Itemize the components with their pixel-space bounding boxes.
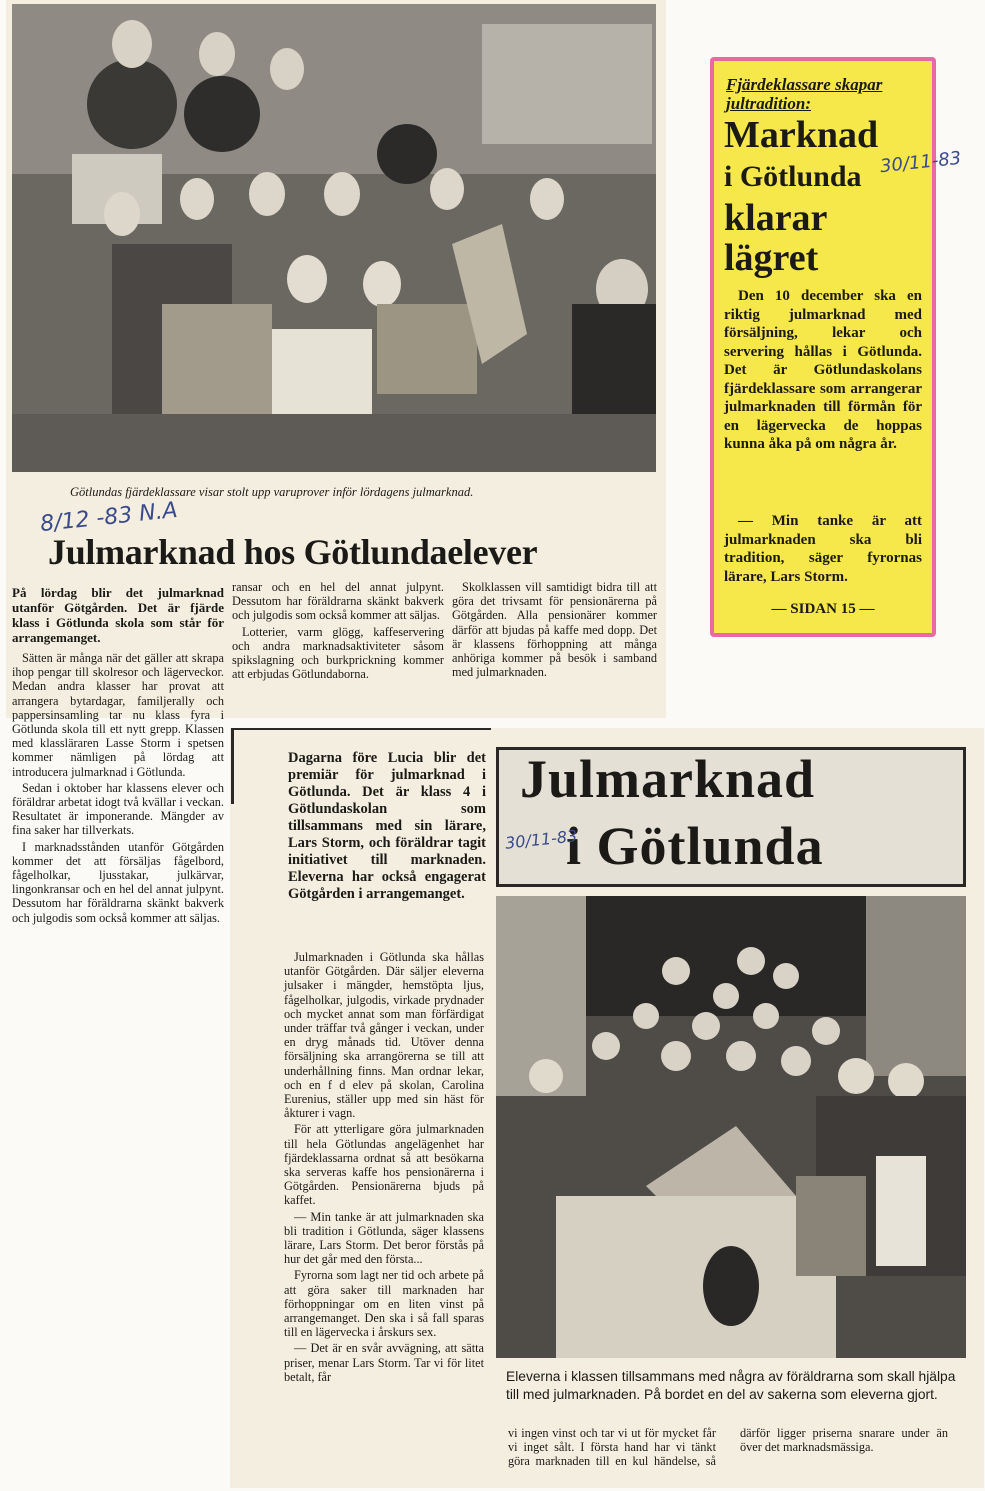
article-3-lead: Dagarna före Lucia blir det premiär för julmarknad i Götlunda. Det är klass 4 i Götlundaskolan som tillsammans med sin lärare, Lars Storm, och föräldrar tagit initiativet till marknaden. Eleverna har också engagerat Götgården i arrangemanget.: [288, 750, 486, 902]
article-1-paragraph: I marknadsstånden utanför Götgården kommer det att försäljas fågelbord, fågelholkar, ljusstakar, julkärvar, lingonkransar och en hel del annat julpynt. Dessutom har föräldrarna skänkt bakverk och julgodis som också kommer att säljas.: [12, 839, 224, 925]
class-photo-image: [12, 4, 656, 472]
article-2-headline-3: klarar: [724, 197, 828, 239]
article-1-photo: [12, 4, 656, 472]
article-1-column-2: [232, 580, 444, 683]
article-2-headline-1: Marknad: [724, 114, 879, 156]
article-3-headline-2: i Götlunda: [566, 816, 824, 876]
article-1-headline: Julmarknad hos Götlundaelever: [48, 532, 538, 572]
article-3-paragraph: För att ytterligare göra julmarknaden till hela Götlundas angelägenhet har fjärdeklassarna ordnat så att besökarna ska serveras kaffe hos pensionärerna i Götgården. Pensionärerna bjuds på kaffet.: [284, 1122, 484, 1208]
class-with-parents-photo-image: [496, 896, 966, 1358]
article-1-paragraph: Sätten är många när det gäller att skrapa ihop pengar till skolresor och lägerveckor. Medan andra klasser har provat att arrangera bytardagar, familjerally och pappersinsamling tar nu klass fyra i Götlunda skola till ett nytt grepp. Klassen med klassläraren Lasse Storm i spetsen kommer nämligen på lördag att introducera julmarknad i Götlunda.: [12, 651, 224, 779]
article-2-body: Den 10 december ska en riktig julmarknad med försäljning, lekar och servering hållas i Götlunda. Det är Götlundaskolans fjärdeklassare som arrangerar julmarknaden till förmån för en lägervecka de hoppas kunna åka på om några år.: [724, 288, 922, 452]
article-1-paragraph: Skolklassen vill samtidigt bidra till att göra det trivsamt för pensionärerna på Götgården. Alla pensionärer kommer därför att bjudas på kaffe med dopp. Det är klassens förhoppning att många anhöriga kommer på besök i samband med julmarknaden.: [452, 580, 657, 680]
article-2-handwritten-date: 30/11-83: [879, 147, 963, 178]
article-1-column-3: [452, 580, 657, 681]
article-3-paragraph: Julmarknaden i Götlunda ska hållas utanför Götgården. Där säljer eleverna julsaker i mängder, hemstöpta ljus, fågelholkar, julgodis, virkade prydnader och mycket annat som man förfärdigat under träffar två gånger i veckan, under en dryg månads tid. Utöver denna försäljning ska arrangörerna se till att underhållning finns. Man ordnar lekar, och en f d elev på skolan, Carolina Eurenius, ställer upp med sin häst för åkturer i vagn.: [284, 950, 484, 1121]
article-3-headline-1: Julmarknad: [520, 749, 816, 809]
article-3-photo: [496, 896, 966, 1358]
article-3-separator: [231, 728, 491, 730]
article-3-column-1: [284, 950, 484, 1386]
article-1-handwritten-date: 8/12 -83 N.A: [39, 497, 179, 538]
article-3-column-2: vi ingen vinst och tar vi ut för mycket får vi inget sålt. I första hand har vi tänkt göra marknaden till en kul händelse, så därför ligger priserna snarare under än över det marknadsmässiga.: [508, 1426, 948, 1469]
article-3-paragraph: — Det är en svår avvägning, att sätta priser, menar Lars Storm. Tar vi för litet betalt, får: [284, 1341, 484, 1384]
article-1-paragraph: Sedan i oktober har klassens elever och föräldrar arbetat idogt två kvällar i veckan. Resultatet är imponerande. Mängder av fina saker har tillverkats.: [12, 780, 224, 838]
article-3-paragraph: Fyrorna som lagt ner tid och arbete på att göra saker till marknaden har förhoppningar om en liten vinst på arrangemanget. Den ska i så fall sparas till en lägervecka i årskurs sex.: [284, 1268, 484, 1340]
article-2-page-reference: — SIDAN 15 —: [771, 601, 875, 617]
article-1-paragraph: Lotterier, varm glögg, kaffeservering och andra marknadsaktiviteter såsom spikslagning och burkprickning kommer att erbjudas Götlundaborna.: [232, 624, 444, 682]
article-1-paragraph: ransar och en hel del annat julpynt. Dessutom har föräldrarna skänkt bakverk och julgodis som också kommer att säljas.: [232, 580, 444, 623]
article-3-paragraph: — Min tanke är att julmarknaden ska bli tradition i Götlunda, säger klassens lärare, Lars Storm. Det beror förstås på hur det går med den första...: [284, 1209, 484, 1267]
article-3-handwritten-date: 30/11-83: [504, 826, 579, 853]
article-3-separator: [231, 728, 234, 804]
article-2-headline-2: i Götlunda: [724, 160, 862, 193]
article-1-lead: På lördag blir det julmarknad utanför Götgården. Det är fjärde klass i Götlunda skola som står för arrangemanget.: [12, 585, 224, 645]
article-2-kicker: Fjärdeklassare skapar jultradition:: [726, 75, 883, 113]
article-1-column-1: [12, 585, 224, 925]
article-2-headline-4: lägret: [724, 237, 819, 279]
article-2-quote: — Min tanke är att julmarknaden ska bli tradition, säger fyrornas lärare, Lars Storm.: [724, 513, 922, 585]
article-3-caption: Eleverna i klassen tillsammans med några av föräldrarna som skall hjälpa till med julmarknaden. På bordet en del av sakerna som eleverna gjort.: [506, 1369, 956, 1402]
article-1-caption: Götlundas fjärdeklassare visar stolt upp varuprover inför lördagens julmarknad.: [70, 485, 474, 499]
